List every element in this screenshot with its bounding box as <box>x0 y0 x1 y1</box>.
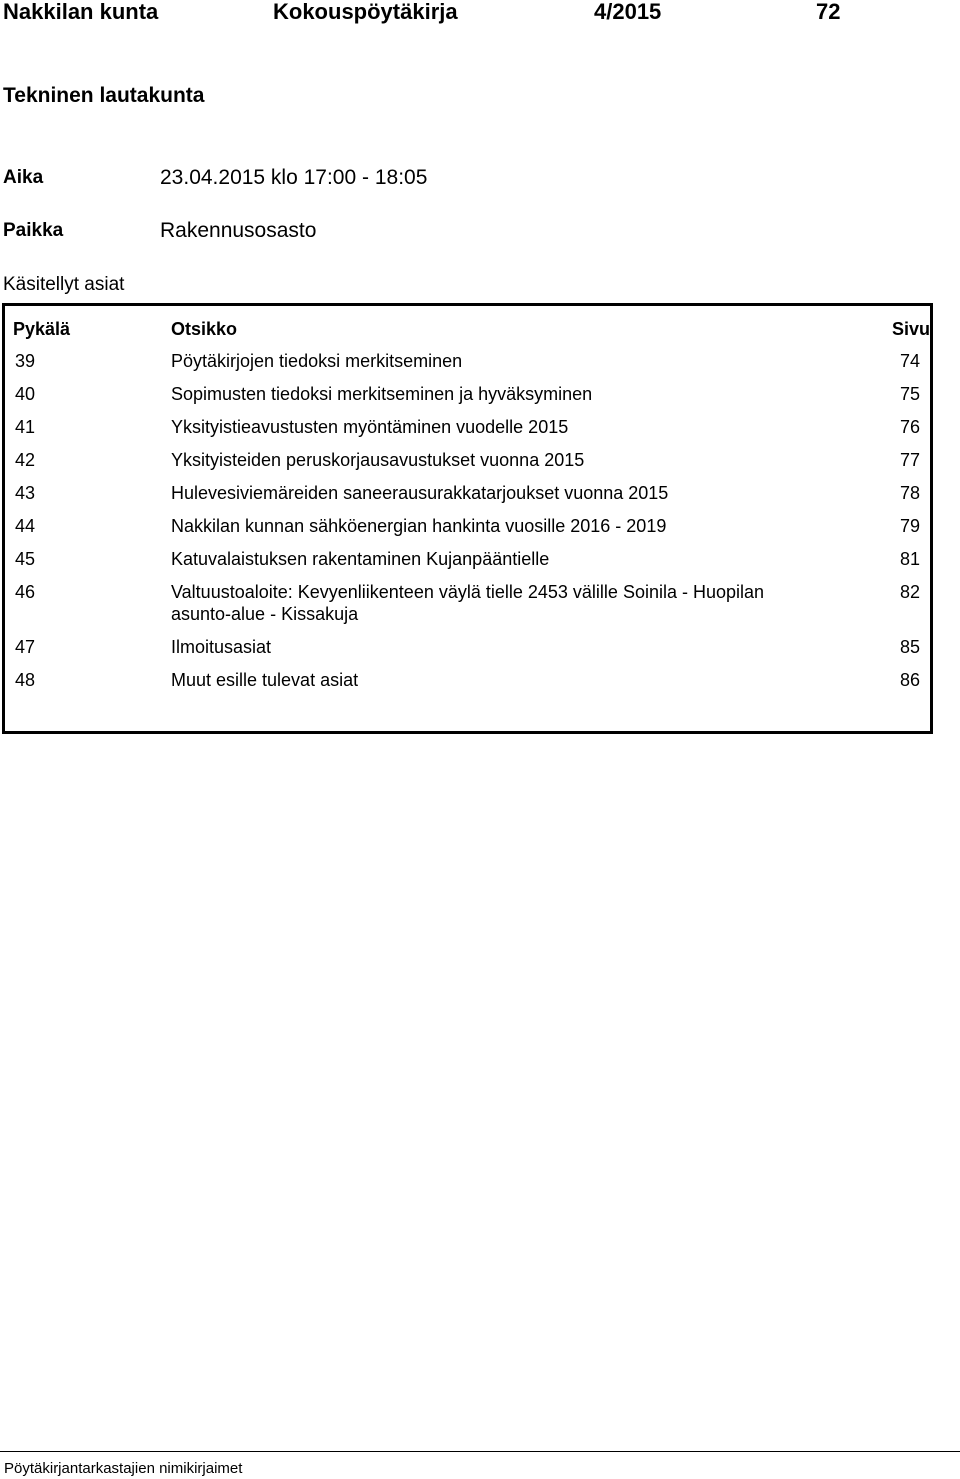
meeting-number: 4/2015 <box>594 0 662 24</box>
row-title: Muut esille tulevat asiat <box>171 670 359 690</box>
row-section: 40 <box>15 384 36 404</box>
row-page: 85 <box>899 637 920 657</box>
column-header-section: Pykälä <box>13 319 71 339</box>
column-header-page: Sivu <box>891 319 930 339</box>
handled-matters-title: Käsitellyt asiat <box>3 274 125 295</box>
row-page: 86 <box>899 670 920 690</box>
row-title: Hulevesiviemäreiden saneerausurakkatarjoukset vuonna 2015 <box>171 483 669 503</box>
row-title: Yksityisteiden peruskorjausavustukset vuonna 2015 <box>171 450 585 470</box>
row-page: 74 <box>899 351 920 371</box>
time-value: 23.04.2015 klo 17:00 - 18:05 <box>160 166 428 189</box>
page-number: 72 <box>816 0 841 24</box>
row-page: 81 <box>899 549 920 569</box>
row-section: 41 <box>15 417 36 437</box>
row-page: 76 <box>899 417 920 437</box>
time-label: Aika <box>3 167 44 188</box>
document-type: Kokouspöytäkirja <box>273 0 458 24</box>
row-page: 75 <box>899 384 920 404</box>
column-header-title: Otsikko <box>171 319 238 339</box>
row-section: 44 <box>15 516 36 536</box>
committee-name: Tekninen lautakunta <box>3 84 205 107</box>
row-section: 45 <box>15 549 36 569</box>
row-page: 79 <box>899 516 920 536</box>
row-title: Ilmoitusasiat <box>171 637 272 657</box>
row-section: 46 <box>15 582 36 602</box>
row-title: Yksityistieavustusten myöntäminen vuodelle 2015 <box>171 417 569 437</box>
row-page: 78 <box>899 483 920 503</box>
row-section: 39 <box>15 351 36 371</box>
row-title: Pöytäkirjojen tiedoksi merkitseminen <box>171 351 463 371</box>
row-section: 42 <box>15 450 36 470</box>
agenda-table <box>2 303 933 734</box>
row-title: Sopimusten tiedoksi merkitseminen ja hyväksyminen <box>171 384 593 404</box>
row-title: Katuvalaistuksen rakentaminen Kujanpääntielle <box>171 549 550 569</box>
row-title: Nakkilan kunnan sähköenergian hankinta vuosille 2016 - 2019 <box>171 516 667 536</box>
row-section: 43 <box>15 483 36 503</box>
place-label: Paikka <box>3 220 64 241</box>
row-page: 82 <box>899 582 920 602</box>
row-section: 48 <box>15 670 36 690</box>
row-page: 77 <box>899 450 920 470</box>
place-value: Rakennusosasto <box>160 219 317 242</box>
row-title: Valtuustoaloite: Kevyenliikenteen väylä tielle 2453 välille Soinila - Huopilan asunto-alue - Kissakuja <box>171 582 765 624</box>
row-section: 47 <box>15 637 36 657</box>
footer-divider <box>0 1451 960 1452</box>
footer-initials-label: Pöytäkirjantarkastajien nimikirjaimet <box>4 1460 243 1477</box>
municipality-name: Nakkilan kunta <box>3 0 159 24</box>
